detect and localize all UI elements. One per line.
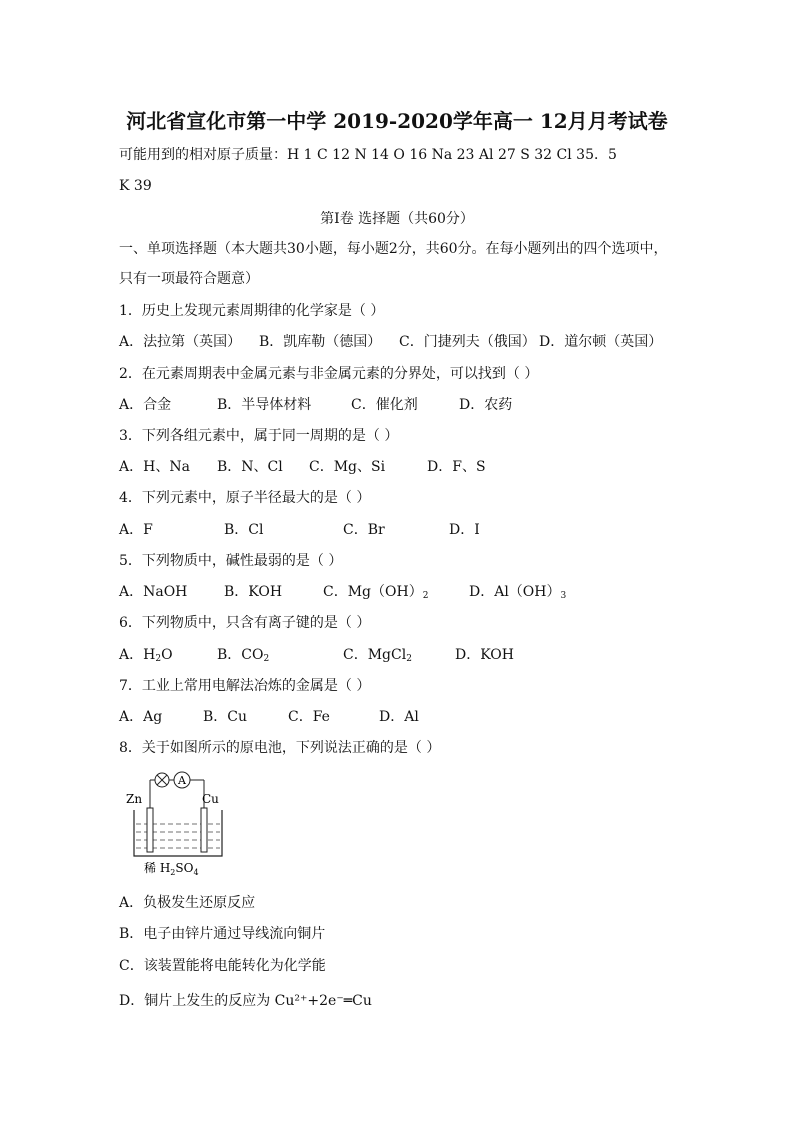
solution-label-sub2: 4 [193,868,199,877]
q1-option-a: A．法拉第（英国） [119,334,242,350]
q2-option-c: C．催化剂 [351,397,418,413]
part-intro-line-2: 只有一项最符合题意） [119,271,259,287]
q6-option-b [217,646,269,668]
q1-option-d: D．道尔顿（英国） [539,334,663,350]
q6-option-b-sub: 2 [263,654,270,664]
q3-option-d: D．F、S [427,459,486,475]
q4-option-d: D．I [449,522,480,538]
q6-option-b-text: B．CO [217,647,264,663]
q5-option-d-sub: 3 [560,591,567,601]
q7-option-d: D．Al [379,709,419,725]
q6-option-c-text: C．MgCl [343,647,407,663]
q1-option-c: C．门捷列夫（俄国） [399,334,536,350]
question-7-stem: 7．工业上常用电解法冶炼的金属是（ ） [119,678,371,694]
part-intro-line-1: 一、单项选择题（本大题共30小题，每小题2分，共60分。在每小题列出的四个选项中， [119,241,668,257]
solution-label [144,860,199,877]
q3-option-b: B．N、Cl [217,459,283,475]
section-title: 第Ⅰ卷 选择题（共60分） [320,211,474,227]
ammeter-icon [174,772,190,788]
q4-option-a: A．F [119,522,153,538]
question-2-stem: 2．在元素周期表中金属元素与非金属元素的分界处，可以找到（ ） [119,366,539,382]
q5-option-b: B．KOH [224,584,283,600]
cu-label: Cu [202,792,219,806]
q2-option-d: D．农药 [459,397,513,413]
lamp-icon [155,773,169,787]
q8-option-c: C．该装置能将电能转化为化学能 [119,958,326,974]
atomic-mass-line-2: K 39 [119,178,152,194]
question-5-stem: 5．下列物质中，碱性最弱的是（ ） [119,553,343,569]
q6-option-a-tail: O [161,647,173,663]
solution-label-tail: SO [175,861,194,875]
ammeter-label: A [178,774,186,787]
page-title: 河北省宣化市第一中学 2019-2020学年高一 12月月考试卷 [126,109,668,133]
question-6-stem: 6．下列物质中，只含有离子键的是（ ） [119,615,371,631]
q8-option-b: B．电子由锌片通过导线流向铜片 [119,926,326,942]
q5-option-d [469,583,566,605]
atomic-mass-line-1: 可能用到的相对原子质量：H 1 C 12 N 14 O 16 Na 23 Al 27 S 32 Cl 35．5 [119,147,617,163]
q5-option-c-sub: 2 [422,591,429,601]
q3-option-a: A．H、Na [119,459,190,475]
q5-option-c [323,583,428,605]
q6-option-a-text: A．H [119,647,156,663]
q2-option-a: A．合金 [119,397,172,413]
solution-label-text: 稀 H [144,861,171,875]
q5-option-d-text: D．Al（OH） [469,584,561,600]
q4-option-c: C．Br [343,522,385,538]
question-8-stem: 8．关于如图所示的原电池，下列说法正确的是（ ） [119,740,441,756]
q7-option-b: B．Cu [203,709,248,725]
q2-option-b: B．半导体材料 [217,397,312,413]
q6-option-c-sub: 2 [406,654,412,664]
q8-option-a: A．负极发生还原反应 [119,895,256,911]
q1-option-b: B．凯库勒（德国） [259,334,382,350]
q6-option-c [343,646,412,668]
question-3-stem: 3．下列各组元素中，属于同一周期的是（ ） [119,428,399,444]
question-4-stem: 4．下列元素中，原子半径最大的是（ ） [119,490,371,506]
question-1-stem: 1．历史上发现元素周期律的化学家是（ ） [119,303,385,319]
zn-label: Zn [126,792,143,806]
q6-option-d: D．KOH [455,647,514,663]
q4-option-b: B．Cl [224,522,264,538]
q5-option-c-text: C．Mg（OH） [323,584,423,600]
q5-option-a: A．NaOH [119,584,188,600]
q7-option-a: A．Ag [119,709,163,725]
q6-option-a-sub: 2 [155,654,162,664]
q3-option-c: C．Mg、Si [309,459,386,475]
q8-option-d: D．铜片上发生的反应为 Cu²⁺+2e⁻═Cu [119,993,372,1009]
q7-option-c: C．Fe [288,709,330,725]
q6-option-a [119,646,173,668]
solution-label-sub: 2 [170,868,176,877]
galvanic-cell-figure [124,766,234,878]
